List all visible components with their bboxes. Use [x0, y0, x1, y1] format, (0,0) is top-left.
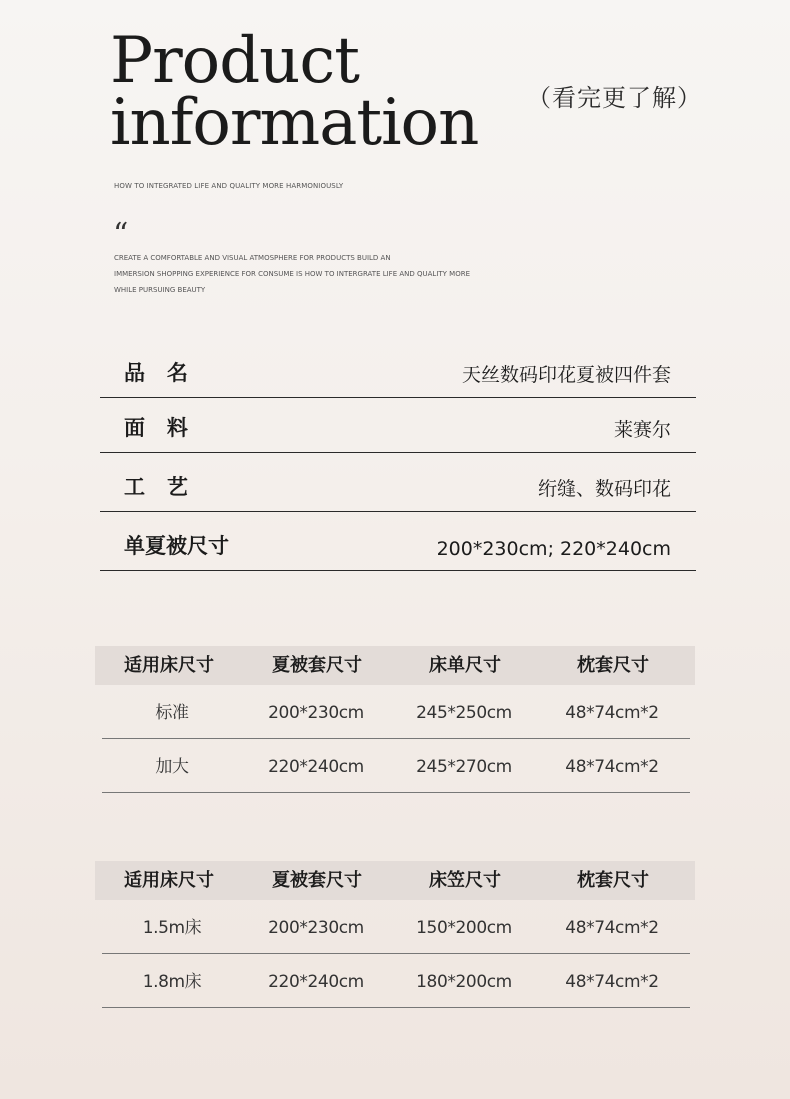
table-cell: 150*200cm — [416, 918, 512, 938]
table-row — [102, 685, 690, 739]
intro-text — [114, 250, 534, 298]
table-cell: 加大 — [155, 757, 189, 777]
title-line-2: information — [110, 86, 479, 160]
table-cell: 48*74cm*2 — [565, 918, 659, 938]
intro-line: CREATE A COMFORTABLE AND VISUAL ATMOSPHERE FOR PRODUCTS BUILD AN — [114, 254, 391, 262]
table-row — [102, 900, 690, 954]
table-cell: 200*230cm — [268, 703, 364, 723]
spec-row-name — [100, 343, 696, 398]
header-cell: 夏被套尺寸 — [272, 655, 362, 676]
spec-list — [100, 343, 696, 571]
spec-row-craft — [100, 453, 696, 512]
intro-line: IMMERSION SHOPPING EXPERIENCE FOR CONSUME IS HOW TO INTERGRATE LIFE AND QUALITY MORE — [114, 270, 470, 278]
table-header — [95, 646, 695, 685]
spec-row-fabric — [100, 398, 696, 453]
table-row — [102, 739, 690, 793]
header-cell: 枕套尺寸 — [577, 870, 649, 891]
table-cell: 1.5m床 — [142, 918, 202, 938]
header-cell: 适用床尺寸 — [124, 655, 214, 676]
quote-icon: “ — [113, 217, 129, 252]
table-cell: 200*230cm — [268, 918, 364, 938]
size-table-standard — [95, 646, 695, 793]
table-cell: 48*74cm*2 — [565, 972, 659, 992]
header-cell: 床笠尺寸 — [429, 870, 501, 891]
tagline: HOW TO INTEGRATED LIFE AND QUALITY MORE HARMONIOUSLY — [114, 182, 344, 190]
title-line-1: Product — [110, 24, 359, 98]
header-cell: 床单尺寸 — [429, 655, 501, 676]
table-cell: 245*270cm — [416, 757, 512, 777]
spec-key: 单夏被尺寸 — [124, 534, 229, 558]
table-header — [95, 861, 695, 900]
spec-key: 品 名 — [124, 361, 188, 385]
table-cell: 标准 — [155, 703, 189, 723]
spec-value: 绗缝、数码印花 — [537, 478, 671, 500]
page-title — [110, 24, 479, 160]
table-row — [102, 954, 690, 1008]
spec-row-size — [100, 512, 696, 571]
spec-key: 面 料 — [124, 416, 188, 440]
spec-value: 200*230cm; 220*240cm — [436, 538, 671, 560]
intro-line: WHILE PURSUING BEAUTY — [114, 286, 206, 294]
header-cell: 适用床尺寸 — [124, 870, 214, 891]
table-cell: 220*240cm — [268, 757, 364, 777]
spec-key: 工 艺 — [124, 475, 188, 499]
spec-value: 天丝数码印花夏被四件套 — [461, 364, 671, 386]
spec-value: 莱赛尔 — [613, 419, 671, 441]
read-more-hint: （看完更了解） — [527, 84, 702, 112]
header-cell: 枕套尺寸 — [577, 655, 649, 676]
table-cell: 1.8m床 — [142, 972, 202, 992]
table-cell: 48*74cm*2 — [565, 757, 659, 777]
table-cell: 180*200cm — [416, 972, 512, 992]
size-table-fitted — [95, 861, 695, 1008]
table-cell: 48*74cm*2 — [565, 703, 659, 723]
header-cell: 夏被套尺寸 — [272, 870, 362, 891]
table-cell: 245*250cm — [416, 703, 512, 723]
table-cell: 220*240cm — [268, 972, 364, 992]
